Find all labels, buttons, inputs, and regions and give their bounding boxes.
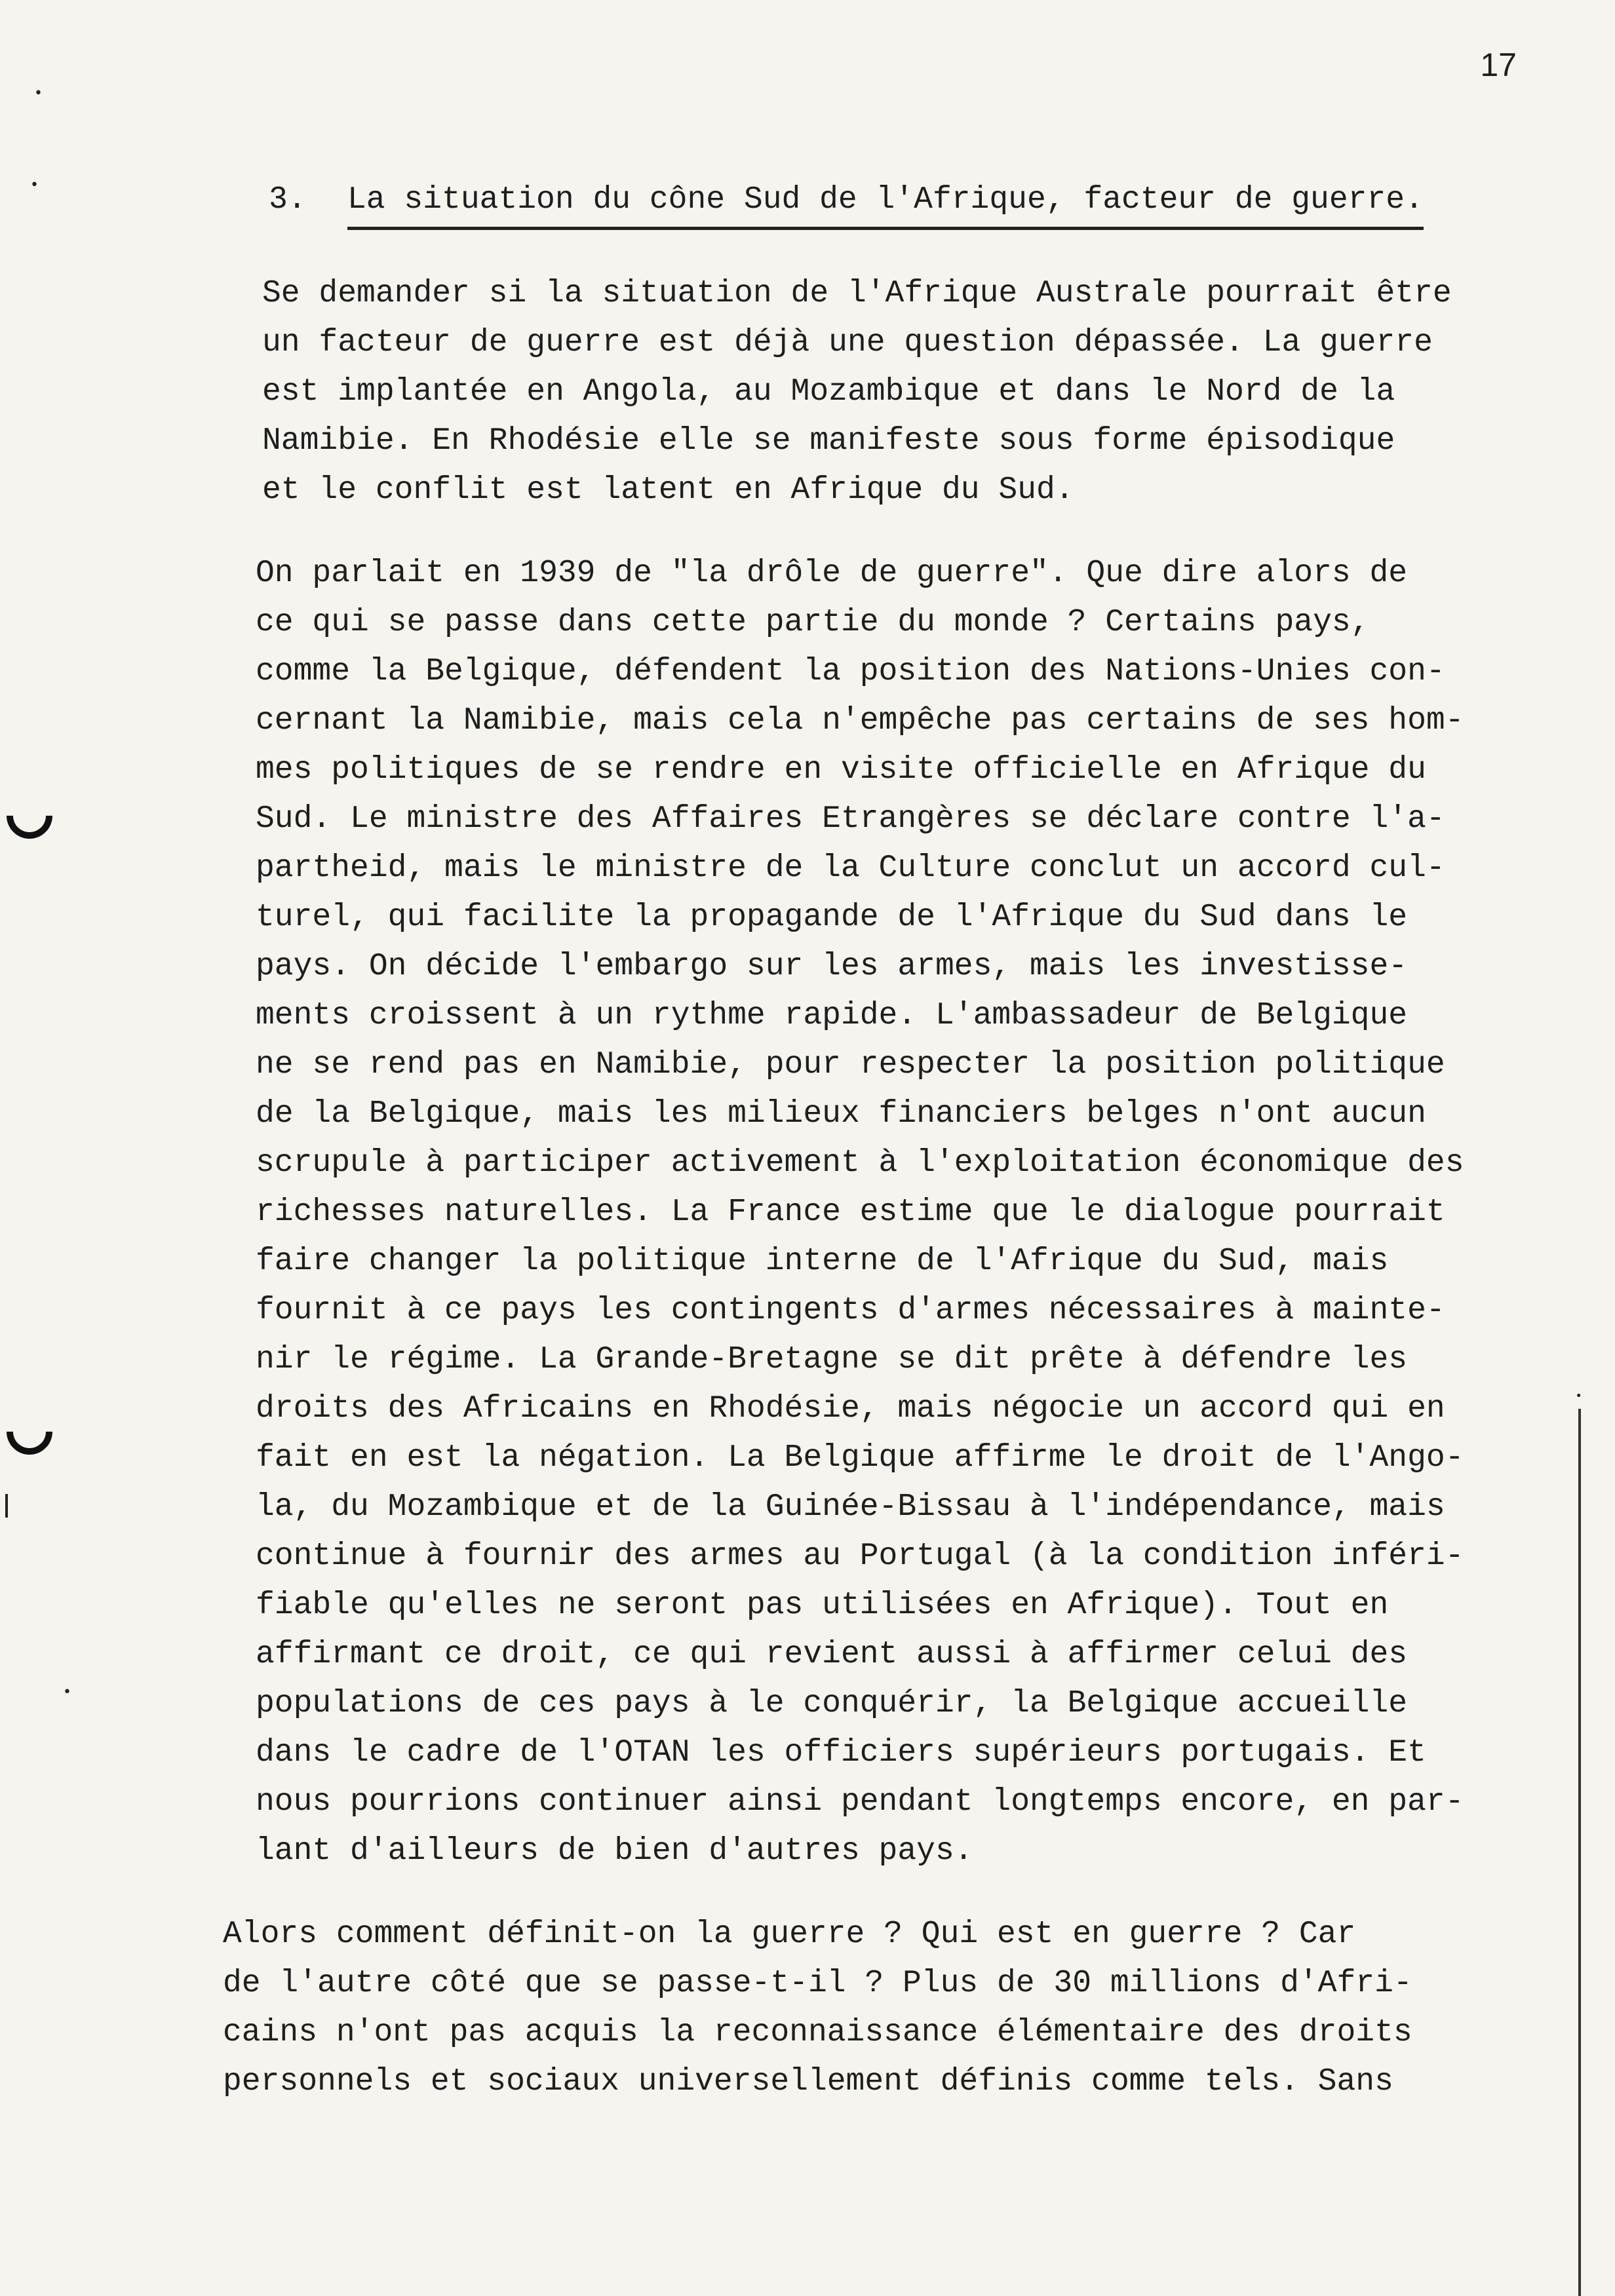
scan-dot-mark: •: [63, 1684, 71, 1700]
scan-dot-mark: •: [34, 85, 43, 102]
paragraph-2: On parlait en 1939 de "la drôle de guerre". Que dire alors de ce qui se passe dans cette partie du monde ? Certains pays, comme la Belgique, défendent la position des Nations-Unies con- cernant la Namibie, mais cela n'empêche pas certains de ses hom- mes politiques de se rendre en visite officielle en Afrique du Sud. Le ministre des Affaires Etrangères se déclare contre l'a- partheid, mais le ministre de la Culture conclut un accord cul- turel, qui facilite la propagande de l'Afrique du Sud dans le pays. On décide l'embargo sur les armes, mais les investisse- ments croissent à un rythme rapide. L'ambassadeur de Belgique ne se rend pas en Namibie, pour respecter la position politique de la Belgique, mais les milieux financiers belges n'ont aucun scrupule à participer activement à l'exploitation économique des richesses naturelles. La France estime que le dialogue pourrait faire changer la politique interne de l'Afrique du Sud, mais fournit à ce pays les contingents d'armes nécessaires à mainte- nir le régime. La Grande-Bretagne se dit prête à défendre les droits des Africains en Rhodésie, mais négocie un accord qui en fait en est la négation. La Belgique affirme le droit de l'Ango- la, du Mozambique et de la Guinée-Bissau à l'indépendance, mais continue à fournir des armes au Portugal (à la condition inféri- fiable qu'elles ne seront pas utilisées en Afrique). Tout en affirmant ce droit, ce qui revient aussi à affirmer celui des populations de ces pays à le conquérir, la Belgique accueille dans le cadre de l'OTAN les officiers supérieurs portugais. Et nous pourrions continuer ainsi pendant longtemps encore, en par- lant d'ailleurs de bien d'autres pays.: [256, 556, 1464, 1869]
section-title: La situation du cône Sud de l'Afrique, facteur de guerre.: [347, 177, 1424, 230]
scan-dot-mark: •: [30, 177, 39, 193]
scan-tick-mark: [5, 1494, 8, 1518]
page-number: 17: [1480, 47, 1517, 83]
section-number: 3.: [269, 182, 307, 218]
punch-hole-mark: [0, 784, 62, 849]
punch-hole-mark: [0, 1400, 62, 1464]
scan-dot-mark: •: [1575, 1389, 1582, 1403]
paragraph-3: Alors comment définit-on la guerre ? Qui est en guerre ? Car de l'autre côté que se passe-t-il ? Plus de 30 millions d'Afri- cains n'ont pas acquis la reconnaissance élémentaire des droits personnels et sociaux universellement définis comme tels. Sans: [223, 1917, 1412, 2099]
paragraph-1: Se demander si la situation de l'Afrique Australe pourrait être un facteur de guerre est déjà une question dépassée. La guerre est implantée en Angola, au Mozambique et dans le Nord de la Namibie. En Rhodésie elle se manifeste sous forme épisodique et le conflit est latent en Afrique du Sud.: [262, 276, 1452, 508]
section-heading: [269, 177, 1534, 230]
page-edge-line: [1578, 1409, 1581, 2296]
document-body: [223, 177, 1534, 2141]
